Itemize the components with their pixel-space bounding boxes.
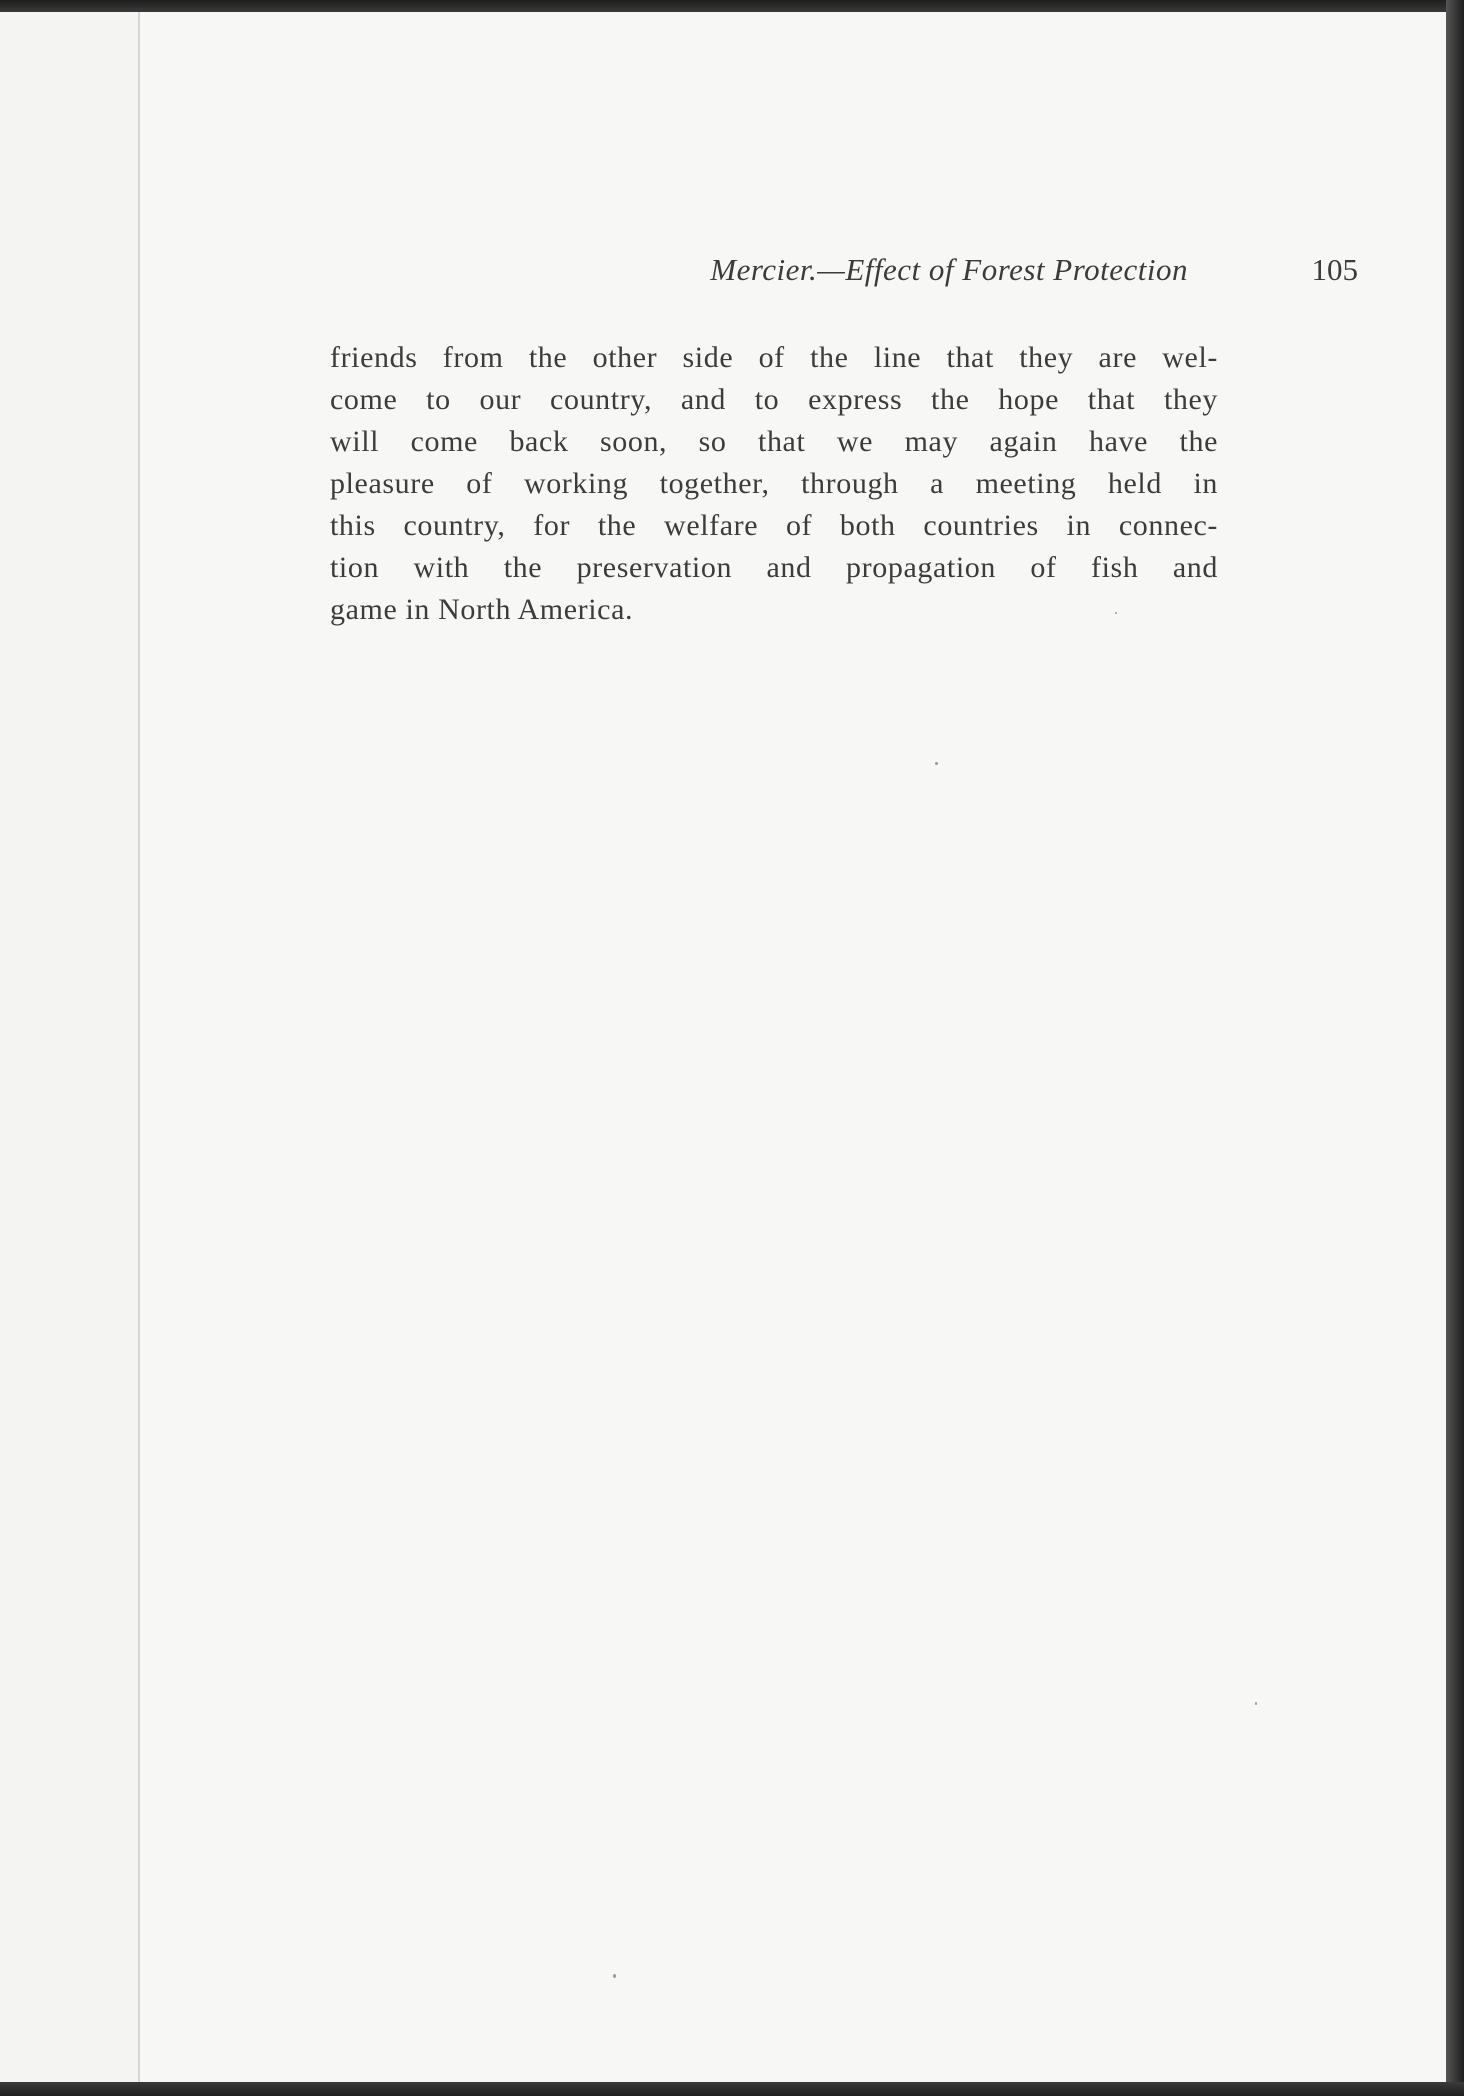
paper-speck [1255,1702,1257,1705]
scan-top-border [0,0,1464,12]
text-line: friends from the other side of the line that they are wel- [330,341,1218,374]
text-line: tion with the preservation and propagation of fish and [330,551,1218,584]
running-title: Mercier.—Effect of Forest Protection [710,252,1188,287]
page-number: 105 [1311,252,1358,287]
text-line: this country, for the welfare of both countries in connec- [330,509,1218,542]
paper-speck [1115,612,1117,614]
text-line: will come back soon, so that we may again have the [330,425,1218,458]
paper-speck [935,762,938,765]
running-head [140,252,1358,302]
text-line: pleasure of working together, through a meeting held in [330,467,1218,500]
text-line: game in North America. [330,593,634,626]
scan-right-border [1446,0,1464,2096]
body-paragraph [330,337,1218,631]
book-page [140,12,1446,2082]
paper-speck [613,1974,616,1978]
text-line: come to our country, and to express the hope that they [330,383,1218,416]
scan-bottom-border [0,2082,1464,2096]
